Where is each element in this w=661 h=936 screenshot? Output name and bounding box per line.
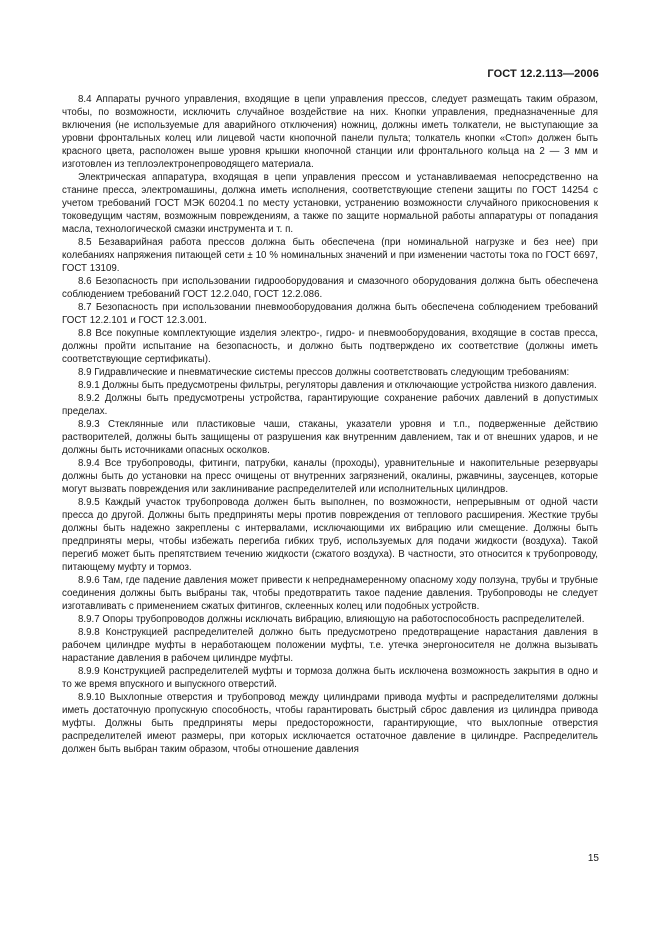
paragraph-8-7: 8.7 Безопасность при использовании пневмооборудования должна быть обеспечена соблюдением требований ГОСТ 12.2.101 и ГОСТ 12.3.001. [62, 302, 598, 326]
paragraph-8-9-9: 8.9.9 Конструкцией распределителей муфты и тормоза должна быть исключена возможность закрытия в одно и то же время впускного и выпускного отверстий. [62, 666, 598, 690]
paragraph-8-9-5: 8.9.5 Каждый участок трубопровода должен быть выполнен, по возможности, непрерывным от одной части пресса до другой. Должны быть предприняты меры против повреждения от теплового расширения. Жесткие трубы должны быть надежно закреплены с интервалами, исключающими их вибрацию или смещение. Должны быть предприняты меры, чтобы избежать перегиба гибких труб, используемых для подачи жидкости (воздуха). Такой перегиб может быть препятствием течению жидкости (сжатого воздуха). В частности, это относится к трубопроводу, питающему муфту и тормоз. [62, 497, 598, 573]
paragraph-electrical-equipment: Электрическая аппаратура, входящая в цепи управления прессом и устанавливаемая непосредственно на станине пресса, электромашины, должна иметь исполнения, соответствующие степени защиты по ГОСТ 14254 с учетом требований ГОСТ МЭК 60204.1 по месту установки, устранению возможности случайного прикосновения к токоведущим частям, возможным повреждениям, а также по защите нормальной работы аппаратуры от попадания масла, технологической смазки инструмента и т. п. [62, 172, 598, 235]
paragraph-8-9-8: 8.9.8 Конструкцией распределителей должно быть предусмотрено предотвращение нарастания давления в рабочем цилиндре муфты в неработающем положении муфты, т.е. утечка энергоносителя не должна вызывать нарастание давления в рабочем цилиндре муфты. [62, 627, 598, 664]
paragraph-8-9: 8.9 Гидравлические и пневматические системы прессов должны соответствовать следующим требованиям: [78, 367, 570, 378]
paragraph-8-9-1: 8.9.1 Должны быть предусмотрены фильтры, регуляторы давления и отключающие устройства низкого давления. [78, 380, 597, 391]
paragraph-8-5: 8.5 Безаварийная работа прессов должна быть обеспечена (при номинальной нагрузке и без нее) при колебаниях напряжения питающей сети ± 10 % номинальных значений и при изменении частоты тока по ГОСТ 6697, ГОСТ 13109. [62, 237, 598, 274]
paragraph-8-8: 8.8 Все покупные комплектующие изделия электро-, гидро- и пневмооборудования, входящие в состав пресса, должны пройти испытание на безопасность, и должно быть подтверждено их соответствие (должны иметь соответствующие сертификаты). [62, 328, 598, 365]
paragraph-8-9-4: 8.9.4 Все трубопроводы, фитинги, патрубки, каналы (проходы), уравнительные и накопительные резервуары должны быть до установки на пресс очищены от внутренних загрязнений, окалины, ржавчины, заусенцев, которые могут вызвать повреждения или заклинивание распределителей или исполнительных цилиндров. [62, 458, 598, 495]
paragraph-8-9-6: 8.9.6 Там, где падение давления может привести к непреднамеренному опасному ходу ползуна, трубы и трубные соединения должны быть выбраны так, чтобы предотвратить такое падение давления. Трубопроводы не следует изготавливать с применением сжатых фитингов, склеенных колец или подобных устройств. [62, 575, 598, 612]
paragraph-8-9-2: 8.9.2 Должны быть предусмотрены устройства, гарантирующие сохранение рабочих давлений в допустимых пределах. [62, 393, 598, 417]
document-body [62, 93, 598, 756]
page-number: 15 [587, 853, 599, 864]
paragraph-8-9-10: 8.9.10 Выхлопные отверстия и трубопровод между цилиндрами привода муфты и распределителями должны иметь достаточную пропускную способность, чтобы гарантировать быстрый сброс давления из цилиндра привода муфты. Должны быть предприняты меры предосторожности, гарантирующие, что выхлопные отверстия распределителей имеют размеры, при которых исключается остаточное давление в цилиндре. Распределитель должен быть выбран таким образом, чтобы отношение давления [62, 692, 598, 755]
paragraph-8-6: 8.6 Безопасность при использовании гидрооборудования и смазочного оборудования должна быть обеспечена соблюдением требований ГОСТ 12.2.040, ГОСТ 12.2.086. [62, 276, 598, 300]
paragraph-8-9-3: 8.9.3 Стеклянные или пластиковые чаши, стаканы, указатели уровня и т.п., подверженные действию растворителей, должны быть защищены от разрушения как внутренним давлением, так и от внешних ударов, и не должны быть источниками опасных осколков. [62, 419, 598, 456]
paragraph-8-4: 8.4 Аппараты ручного управления, входящие в цепи управления прессов, следует размещать таким образом, чтобы, по возможности, исключить случайное воздействие на них. Кнопки управления, предназначенные для включения (не используемые для аварийного отключения) ножниц, должны иметь толкатели, не выступающие за уровни фронтальных колец или лицевой части кнопочной панели пульта; толкатель кнопки «Стоп» должен быть красного цвета, расположен выше уровня крышки кнопочной станции или фронтального кольца на 2 — 3 мм и изготовлен из теплоэлектронепроводящего материала. [62, 94, 598, 170]
paragraph-8-9-7: 8.9.7 Опоры трубопроводов должны исключать вибрацию, влияющую на работоспособность распределителей. [78, 614, 585, 625]
document-header: ГОСТ 12.2.113—2006 [487, 68, 599, 80]
